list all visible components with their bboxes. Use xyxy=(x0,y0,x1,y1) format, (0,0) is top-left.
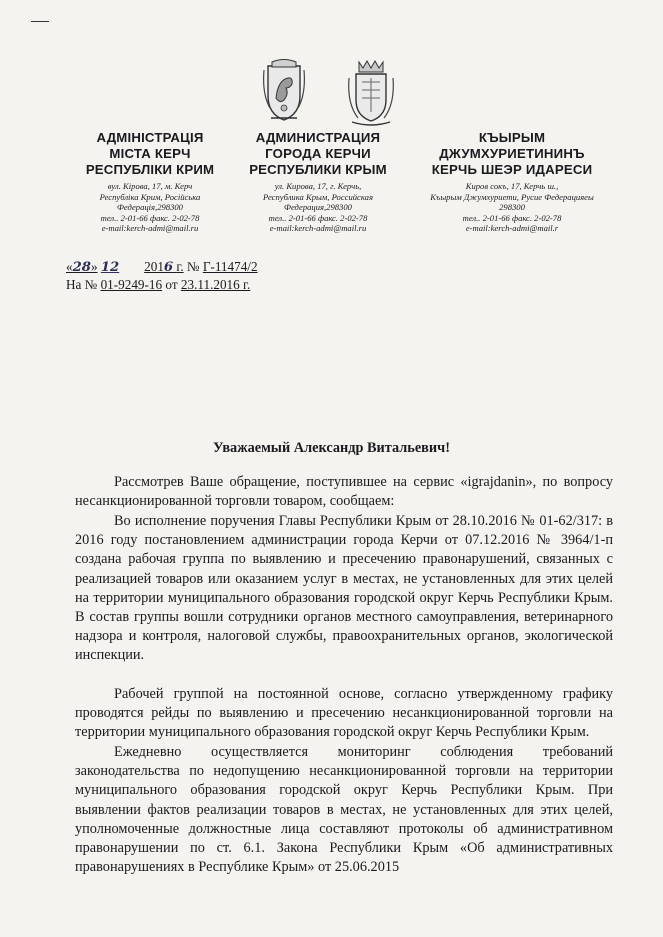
paragraph: Ежедневно осуществляется мониторинг соблюдения требований законодательства по недопущению несанкционированной торговли на территории муниципального образования городской округ Керчь Республики Крым. При выявлении фактов реализации товаров в местах, не установленных для этих целей, уполномоченные должностные лица составляют протоколы об административном правонарушении по ст. 6.1. Закона Республики Крым «Об административных правонарушениях в Республике Крым» от 25.06.2015 xyxy=(75,744,613,876)
number-label: № xyxy=(186,259,200,274)
header-column-ct xyxy=(398,130,626,234)
header-column-ua xyxy=(62,130,238,234)
org-address-ru: ул. Кирова, 17, г. Керчь, Республика Крым, Российская Федерация,298300 тел.. 2-01-66 факс. 2-02-78 e-mail:kerch-admi@mail.ru xyxy=(263,181,373,234)
incoming-reference xyxy=(66,277,250,293)
outgoing-number: Г-11474/2 xyxy=(202,259,258,274)
corner-mark xyxy=(31,21,49,22)
org-address-ct: Киров сокъ, 17, Керчь ш., Къырым Джумхуриети, Русие Федерацияеы 298300 тел.. 2-01-66 факс. 2-02-78 e-mail:kerch-admi@mail.r xyxy=(430,181,594,234)
date-year: 2016 г. xyxy=(144,259,184,275)
header-column-ru xyxy=(232,130,404,234)
paragraph: Рабочей группой на постоянной основе, согласно утвержденному графику проводятся рейды по выявлению и пресечению несанкционированной торговли на территории муниципального образования городской округ Керчь Республики Крым. xyxy=(75,686,613,741)
org-address-ua: вул. Кірова, 17, м. Керч Республіка Крим, Російська Федерація,298300 тел.. 2-01-66 факс. 2-02-78 e-mail:kerch-admi@mail.ru xyxy=(99,181,201,234)
reply-from: от xyxy=(165,277,178,292)
kerch-coat-of-arms-icon xyxy=(346,58,396,126)
org-name-ct: КЪЫРЫМ ДЖУМХУРИЕТИНИНЪ КЕРЧЬ ШЕЭР ИДАРЕСИ xyxy=(431,130,593,177)
crimea-coat-of-arms-icon xyxy=(262,58,306,124)
date-month: 12 xyxy=(100,260,120,275)
org-name-ua: АДМІНІСТРАЦІЯ МІСТА КЕРЧ РЕСПУБЛІКИ КРИМ xyxy=(85,130,215,177)
reply-date: 23.11.2016 г. xyxy=(180,277,251,292)
date-day: «28» xyxy=(66,259,98,275)
paragraph: Рассмотрев Ваше обращение, поступившее на сервис «igrajdanin», по вопросу несанкционированной торговли товаром, сообщаем: xyxy=(75,474,613,510)
outgoing-reference xyxy=(66,259,258,276)
reply-number: 01-9249-16 xyxy=(100,277,163,292)
paragraph: Во исполнение поручения Главы Республики Крым от 28.10.2016 № 01-62/317: в 2016 году постановлением администрации города Керчи от 07.12.2016 № 3964/1-п создана рабочая группа по выявлению и пресечению правонарушений, связанных с реализацией товаров или оказанием услуг в местах, не установленных для этих целей на территории муниципального образования городской округ Керчь Республики Крым. В состав группы вошли сотрудники органов местного самоуправления, ветеринарного надзора и контроля, налоговой службы, правоохранительных органов, экологической инспекции. xyxy=(75,513,613,664)
org-name-ru: АДМИНИСТРАЦИЯ ГОРОДА КЕРЧИ РЕСПУБЛИКИ КРЫМ xyxy=(249,130,387,177)
salutation: Уважаемый Александр Витальевич! xyxy=(213,440,450,456)
reply-prefix: На № xyxy=(66,277,98,292)
